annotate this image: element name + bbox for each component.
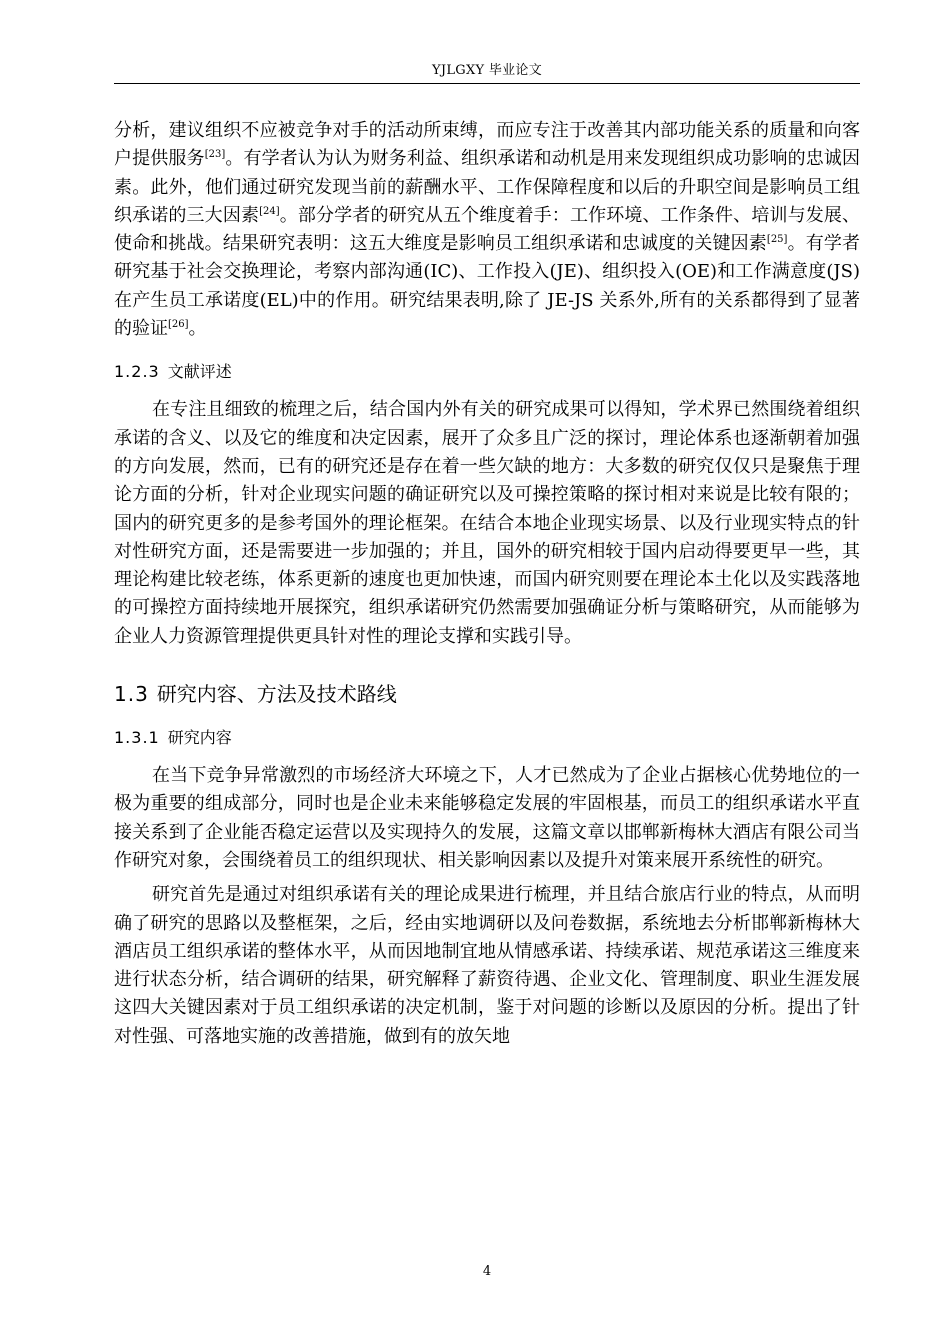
citation-24: [24] [259, 205, 280, 217]
heading-title: 文献评述 [167, 362, 232, 382]
heading-1-3-1 [114, 727, 860, 749]
heading-title: 研究内容 [167, 728, 232, 748]
header-title: YJLGXY 毕业论文 [431, 63, 543, 78]
para1-text-2: 。有学者认为认为财务利益、组织承诺和动机是用来发现组织成功影响的忠诚因素。此外，他们通过研究发现当前的薪酬水平、工作保障程度和以后的升职空间是影响员工组织承诺的三大因素 [114, 148, 861, 226]
heading-number: 1.2.3 [114, 362, 160, 382]
heading-number: 1.3.1 [114, 728, 160, 748]
citation-26: [26] [168, 319, 189, 331]
heading-number: 1.3 [114, 682, 149, 707]
page-header [114, 62, 860, 80]
page-number: 4 [482, 1264, 492, 1279]
heading-1-2-3 [114, 361, 860, 383]
paragraph-continuation [114, 117, 860, 343]
para1-text-3: 。部分学者的研究从五个维度着手：工作环境、工作条件、培训与发展、使命和挑战。结果研究表明：这五大维度是影响员工组织承诺和忠诚度的关键因素 [114, 204, 860, 255]
para1-text-1: 分析，建议组织不应被竞争对手的活动所束缚，而应专注于改善其内部功能关系的质量和向客户提供服务 [114, 120, 860, 170]
heading-title: 研究内容、方法及技术路线 [156, 682, 397, 707]
citation-25: [25] [766, 234, 788, 246]
research-content-paragraph-1: 在当下竞争异常激烈的市场经济大环境之下，人才已然成为了企业占据核心优势地位的一极为重要的组成部分，同时也是企业未来能够稳定发展的牢固根基，而员工的组织承诺水平直接关系到了企业能否稳定运营以及实现持久的发展，这篇文章以邯郸新梅林大酒店有限公司当作研究对象，会围绕着员工的组织现状、相关影响因素以及提升对策来展开系统性的研究。 [114, 765, 860, 871]
literature-review-paragraph: 在专注且细致的梳理之后，结合国内外有关的研究成果可以得知，学术界已然围绕着组织承诺的含义、以及它的维度和决定因素，展开了众多且广泛的探讨，理论体系也逐渐朝着加强的方向发展，然而，已有的研究还是存在着一些欠缺的地方：大多数的研究仅仅只是聚焦于理论方面的分析，针对企业现实问题的确证研究以及可操控策略的探讨相对来说是比较有限的；国内的研究更多的是参考国外的理论框架。在结合本地企业现实场景、以及行业现实特点的针对性研究方面，还是需要进一步加强的；并且，国外的研究相较于国内启动得要更早一些，其理论构建比较老练，体系更新的速度也更加快速，而国内研究则要在理论本土化以及实践落地的可操控方面持续地开展探究，组织承诺研究仍然需要加强确证分析与策略研究，从而能够为企业人力资源管理提供更具针对性的理论支撑和实践引导。 [114, 399, 860, 647]
heading-1-3 [114, 681, 860, 707]
research-content-paragraph-2: 研究首先是通过对组织承诺有关的理论成果进行梳理，并且结合旅店行业的特点，从而明确了研究的思路以及整框架，之后，经由实地调研以及问卷数据，系统地去分析邯郸新梅林大酒店员工组织承诺的整体水平，从而因地制宜地从情感承诺、持续承诺、规范承诺这三维度来进行状态分析，结合调研的结果，研究解释了薪资待遇、企业文化、管理制度、职业生涯发展这四大关键因素对于员工组织承诺的决定机制，鉴于对问题的诊断以及原因的分析。提出了针对性强、可落地实施的改善措施，做到有的放矢地 [114, 884, 860, 1047]
para1-text-4: 。有学者研究基于社会交换理论，考察内部沟通(IC)、工作投入(JE)、组织投入(OE)和工作满意度(JS)在产生员工承诺度(EL)中的作用。研究结果表明,除了 JE-JS 关系外,所有的关系都得到了显著的验证 [114, 233, 860, 340]
header-rule [114, 83, 860, 84]
page-body [114, 117, 860, 1051]
para1-text-5: 。 [188, 318, 207, 340]
citation-23: [23] [204, 149, 226, 161]
